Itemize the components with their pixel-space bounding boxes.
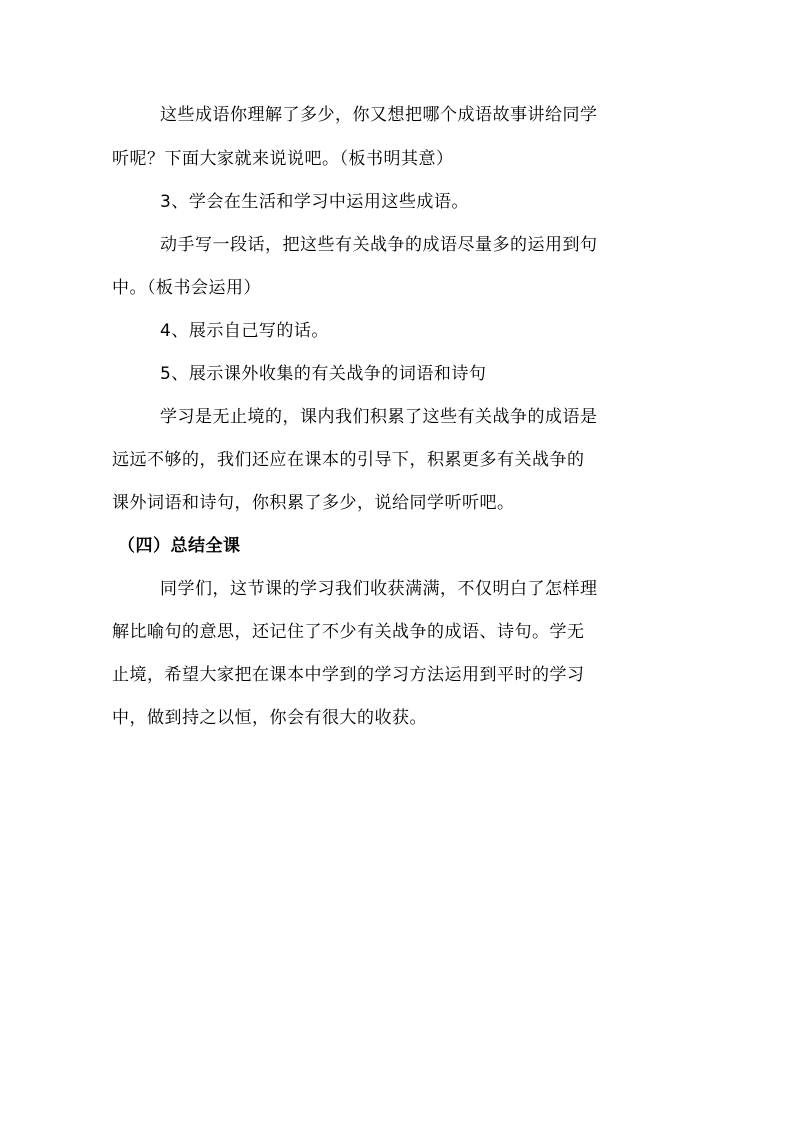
paragraph-line: 止境，希望大家把在课本中学到的学习方法运用到平时的学习 [112, 665, 585, 685]
list-item-4: 4、展示自己写的话。 [160, 321, 329, 341]
paragraph-line: 课外词语和诗句，你积累了多少，说给同学听听吧。 [112, 493, 515, 513]
paragraph-line: 同学们，这节课的学习我们收获满满，不仅明白了怎样理 [160, 579, 598, 599]
paragraph-line: 这些成语你理解了多少，你又想把哪个成语故事讲给同学 [160, 105, 598, 125]
section-heading: （四）总结全课 [118, 536, 241, 556]
paragraph-line: 听呢？下面大家就来说说吧。（板书明其意） [112, 149, 454, 169]
paragraph-line: 中，做到持之以恒，你会有很大的收获。 [112, 708, 427, 728]
paragraph-line: 远远不够的，我们还应在课本的引导下，积累更多有关战争的 [112, 450, 585, 470]
paragraph-line: 中。（板书会运用） [112, 278, 261, 298]
paragraph-line: 解比喻句的意思，还记住了不少有关战争的成语、诗句。学无 [112, 622, 585, 642]
list-item-5: 5、展示课外收集的有关战争的词语和诗句 [160, 364, 487, 384]
paragraph-line: 动手写一段话，把这些有关战争的成语尽量多的运用到句 [160, 235, 598, 255]
list-item-3: 3、学会在生活和学习中运用这些成语。 [160, 192, 469, 212]
paragraph-line: 学习是无止境的，课内我们积累了这些有关战争的成语是 [160, 407, 598, 427]
